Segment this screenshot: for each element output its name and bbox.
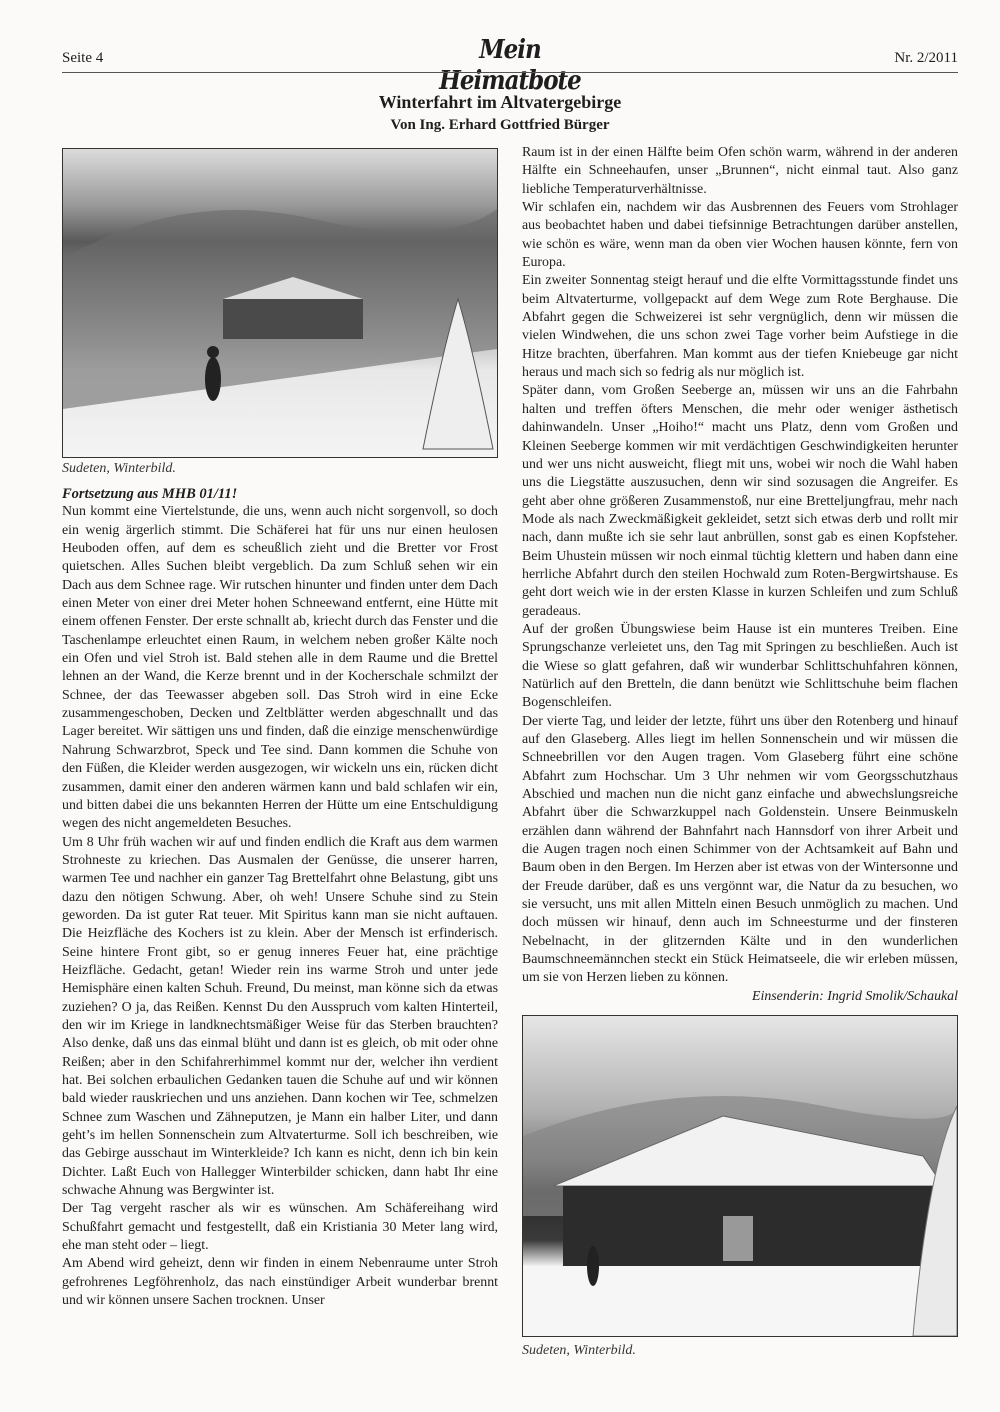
skier-illustration <box>63 149 497 457</box>
hut-illustration <box>523 1016 957 1336</box>
paragraph: Ein zweiter Sonnentag steigt herauf und die elfte Vormittagsstunde findet uns beim Altvaterturme, vollgepackt auf dem Wege zum Rote Berghause. Die Abfahrt gegen die Schweizerei ist sehr vergnüglich, denn wir müssen die vielen Windwehen, die uns schon zwei Tage vorher beim Aufstiege in die Hitze brachten, überfahren. Man kommt aus der tiefen Kniebeuge gar nicht heraus und mach sich so fedrig als nur möglich ist. <box>522 273 958 381</box>
paragraph: Der vierte Tag, und leider der letzte, führt uns über den Rotenberg und hinauf auf den Glaseberg. Alles liegt im hellen Sonnenschein und wir müssen die Schneebrillen vor den Augen tragen. Vom Glaseberg führt eine schöne Abfahrt zum Hochschar. Um 3 Uhr nehmen wir vom Georgsschutzhaus Abschied und machen nun die nicht ganz einfache und abwechslungsreiche Abfahrt über die Schwarzkuppel nach Goldenstein. Unsere Beinmuskeln erzählen dann während der Bahnfahrt nach Hannsdorf von ihrer Arbeit und die Augen tragen noch einen Schimmer von der Achtsamkeit auf Bahn und Baum oben in den Bergen. Im Herzen aber ist etwas von der Wintersonne und der Freude darüber, daß es uns vergönnt war, die Natur da zu besuchen, wo sie versucht, uns mit allen Mitteln einen Besuch unmöglich zu machen. Und doch müssen wir hinauf, denn auch im Schneesturme und der finsteren Nebelnacht, in der glitzernden Kälte und in den wunderlichen Baumschneemännchen steckt ein Stück Heimatseele, die wir erleben müssen, um sie von Herzen lieben zu können. <box>522 713 958 986</box>
article-byline: Von Ing. Erhard Gottfried Bürger <box>390 117 610 133</box>
issue-number: Nr. 2/2011 <box>894 50 958 66</box>
sender-credit: Einsenderin: Ingrid Smolik/Schaukal <box>751 988 958 1004</box>
page-number: Seite 4 <box>62 50 104 66</box>
header-rule <box>62 72 958 73</box>
paragraph: Um 8 Uhr früh wachen wir auf und finden endlich die Kraft aus dem warmen Strohneste zu kriechen. Das Ausmalen der Genüsse, die unserer harren, warmen Tee und nachher ein ganzer Tag Brettelfahrt ohne Belastung, gibt uns dazu den nötigen Schwung. Aber, oh weh! Unsere Schuhe sind zu Stein geworden. Da ist guter Rat teuer. Mit Spiritus kann man sie nicht auftauen. Die Heizfläche des Kochers ist zu klein. Aber der Mensch ist erfinderisch. Seine hintere Front gibt, so er genug inneres Feuer hat, eine prächtige Heizfläche. Gedacht, getan! Wieder rein ins warme Stroh und unter jede Hemisphäre einen kalten Schuh. Freund, Du meinst, man könne sich da etwas zuziehen? O ja, das Reißen. Kennst Du den Ausspruch vom kalten Hinterteil, den wir im Kriege in landknechtsmäßiger Weise für das Sterben brauchten? Also denke, daß uns das einmal blüht und dann ist es gleich, ob mit oder ohne Reißen; aber in den Schifahrerhimmel kommt nur der, welcher ihn verdient hat. Bei solchen erbaulichen Gedanken tauen die Schuhe auf und wir können bald wieder rauskriechen und uns anziehen. Dann kochen wir Tee, schmelzen Schnee zum Waschen und Zähneputzen, je Mann ein halber Liter, und dann geht’s im hellen Sonnenschein zum Altvaterturme. Soll ich beschreiben, wie das Gebirge ausschaut im Winterkleide? Ich kann es nicht, denn ich bin kein Dichter. Laßt Euch von Hallegger Winterbilder schicken, dann habt Ihr eine schwache Ahnung was Bergwinter ist. <box>62 834 498 1199</box>
paragraph: Am Abend wird geheizt, denn wir finden in einem Nebenraume unter Stroh gefrohrenes Legföhrenholz, das nach einstündiger Arbeit wunderbar brennt und wir können unsere Sachen trocknen. Unser <box>62 1256 498 1309</box>
masthead-logo: Mein Heimatbote <box>439 33 581 97</box>
paragraph: Später dann, vom Großen Seeberge an, müssen wir uns an die Fahrbahn halten und treffen öfters Menschen, die mehr oder weniger ästhetisch dahinwandeln. Unser „Hoiho!“ macht uns Platz, denn vom Großen und Kleinen Seeberge kommen wir mit verdächtigen Geschwindigkeiten herunter und wer uns nicht ausweicht, fliegt mit uns, wobei wir noch die Wahl haben uns die Liegstätte auszusuchen, denn wir sind sozusagen die Angreifer. Es geht aber ohne größeren Zusammenstoß, nur eine Bretteljungfrau, mehr nach Mode als nach Zweckmäßigkeit gekleidet, setzt sich etwas derb und rollt mir nach, dann mußte ich sie sehr laut anbrüllen, sonst gab es einen Kopfsteher. Beim Uhustein müssen wir noch einmal tüchtig klettern und haben dann eine herrliche Abfahrt durch den steilen Hochwald zum Roten-Bergwirtshause. Es geht dort weich wie in der ersten Klasse in kurzen Schleifen und zum Schluß geradeaus. <box>522 383 958 619</box>
paragraph: Nun kommt eine Viertelstunde, die uns, wenn auch nicht sorgenvoll, so doch ein wenig ärgerlich stimmt. Die Schäferei hat für uns nur einen heulosen Heuboden offen, auf dem es scheußlich zieht und die Bretter vor Frost quietschen. Alles Suchen bleibt vergeblich. Da zum Schluß sehen wir ein Dach aus dem Schnee rage. Wir rutschen hinunter und finden unter dem Dach einen Meter von einer drei Meter hohen Schneewand entfernt, eine Hütte mit einem offenen Fenster. Der erste schnallt ab, kriecht durch das Fenster und die Taschenlampe erleuchtet einen Raum, in welchem neben großer Kälte noch ein Ofen und viel Stroh ist. Bald stehen alle in dem Raume und die Brettel lehnen an der Wand, die Kerze brennt und in der Kocherschale schmilzt der Schnee, der das Teewasser abgeben soll. Das Stroh wird in eine Ecke zusammengeschoben, Decken und Zeltblätter werden abgeschnallt und das Lager bereitet. Wir sättigen uns und finden, daß die einzige menschenwürdige Nahrung Schwarzbrot, Speck und Tee sind. Dann kommen die Schuhe von den Füßen, die Kleider werden ausgezogen, wir wickeln uns ein, rücken dicht zusammen, damit einer den anderen wärmen kann und bald schlafen wir ein, und bitten dabei die uns bekannten Herren der Hütte um eine Entschuldigung wegen des nicht angemeldeten Besuches. <box>62 504 498 832</box>
continuation-note: Fortsetzung aus MHB 01/11! <box>62 486 238 502</box>
article-column-left <box>62 485 498 1310</box>
article-column-right <box>522 144 958 1006</box>
photo-caption: Sudeten, Winterbild. <box>62 461 176 476</box>
mountain-hut-photo <box>522 1015 958 1337</box>
paragraph: Raum ist in der einen Hälfte beim Ofen schön warm, während in der anderen Hälfte ein Schneehaufen, unser „Brunnen“, nicht einmal taut. Also ganz liebliche Temperaturverhältnisse. <box>522 145 958 197</box>
winter-landscape-photo <box>62 148 498 458</box>
paragraph: Auf der großen Übungswiese beim Hause ist ein munteres Treiben. Eine Sprungschanze verleietet uns, den Tag mit Springen zu beschließen. Auch ist die Wiese so glatt gefahren, daß wir wunderbar Schlittschuhfahren können, Natürlich auf den Bretteln, die dann benützt wie Schlittschuhe beim flachen Bogenschleifen. <box>522 621 958 711</box>
paragraph: Der Tag vergeht rascher als wir es wünschen. Am Schäfereihang wird Schußfahrt gemacht und festgestellt, daß ein Kristiania 30 Meter lang wird, ehe man steht oder – liegt. <box>62 1201 498 1254</box>
article-title: Winterfahrt im Altvatergebirge <box>378 92 622 112</box>
photo-caption: Sudeten, Winterbild. <box>522 1343 636 1358</box>
paragraph: Wir schlafen ein, nachdem wir das Ausbrennen des Feuers vom Strohlager aus beobachtet haben und dabei tiefsinnige Betrachtungen darüber anstellen, wie schön es wäre, wenn man da oben vier Wochen hausen könnte, fern von Europa. <box>522 200 958 271</box>
